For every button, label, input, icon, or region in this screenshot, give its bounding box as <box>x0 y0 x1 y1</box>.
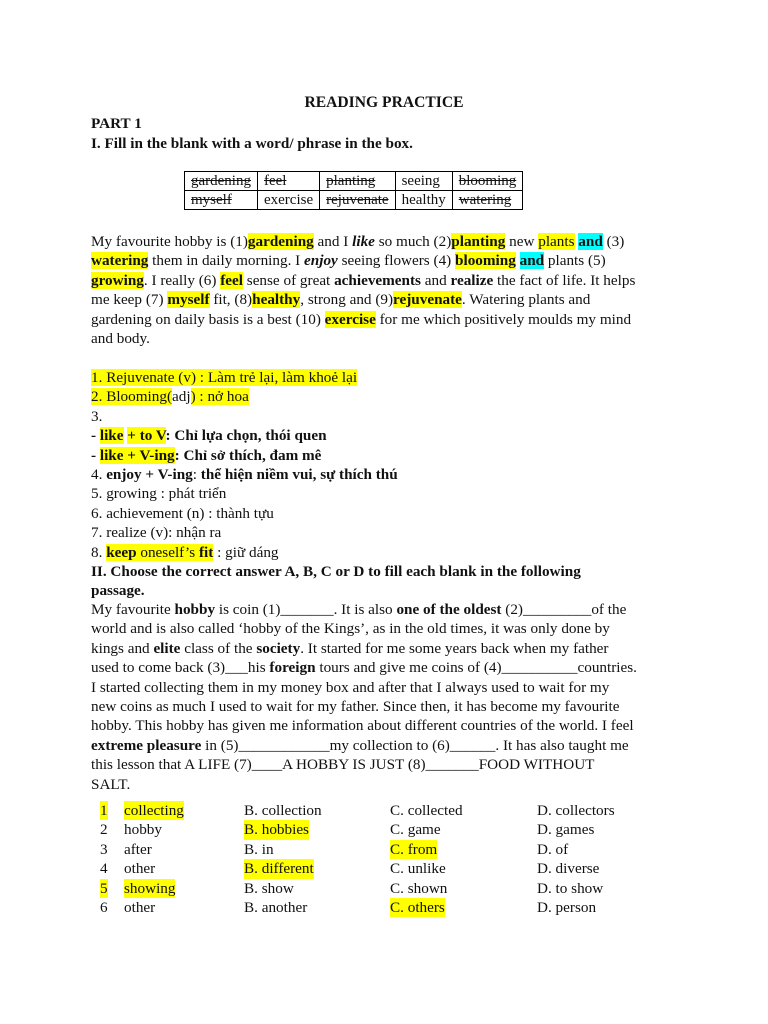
option-d: D. of <box>537 840 569 858</box>
option-c: C. shown <box>390 879 448 897</box>
passage1-line: growing. I really (6) feel sense of great achievements and realize the fact of life. It helps <box>91 271 636 289</box>
passage2 <box>91 600 691 794</box>
option-c: C. game <box>390 821 441 839</box>
answer-myself: myself <box>167 291 210 309</box>
passage2-line: My favourite hobby is coin (1)_______. It is also one of the oldest (2)_________of the <box>91 601 627 618</box>
answer-healthy: healthy <box>252 291 301 309</box>
option-b: B. collection <box>244 802 322 819</box>
vocab-item: 8. keep oneself’s fit : giữ dáng <box>91 543 279 561</box>
word-box-row <box>185 191 523 210</box>
option-b: B. hobbies <box>244 821 309 839</box>
passage2-line: used to come back (3)___his foreign tours and give me coins of (4)__________countries. <box>91 659 637 677</box>
option-c: C. collected <box>390 802 463 819</box>
vocab-item: 3. <box>91 407 103 425</box>
passage2-line: world and is also called ‘hobby of the Kings’, as in the old times, it was only done by <box>91 620 610 638</box>
word-box-cell: watering <box>452 191 523 210</box>
part-heading: PART 1 <box>91 115 142 132</box>
option-a: collecting <box>124 802 184 819</box>
answer-growing: growing <box>91 271 144 289</box>
vocab-item: - like + V-ing: Chỉ sở thích, đam mê <box>91 446 322 464</box>
passage2-line: I started collecting them in my money box and after that I always used to wait for my <box>91 678 610 696</box>
answer-exercise: exercise <box>324 310 376 328</box>
option-a: hobby <box>124 821 162 839</box>
passage2-line: new coins as much I used to wait for my father. Since then, it has become my favourite <box>91 698 620 716</box>
passage1-line: me keep (7) myself fit, (8)healthy, strong and (9)rejuvenate. Watering plants and <box>91 291 591 309</box>
answer-gardening: gardening <box>247 233 314 250</box>
passage2-line: kings and elite class of the society. It started for me some years back when my father <box>91 639 609 657</box>
passage2-line: extreme pleasure in (5)____________my collection to (6)______. It has also taught me <box>91 736 629 754</box>
option-c: C. others <box>390 898 445 916</box>
section1-heading: I. Fill in the blank with a word/ phrase in the box. <box>91 135 413 152</box>
option-d: D. diverse <box>537 860 600 878</box>
vocab-item: 6. achievement (n) : thành tựu <box>91 504 274 522</box>
passage2-line: SALT. <box>91 775 131 793</box>
option-number: 2 <box>100 821 108 839</box>
option-number: 3 <box>100 840 108 858</box>
option-a: other <box>124 860 156 878</box>
passage1-line: gardening on daily basis is a best (10) exercise for me which positively moulds my mind <box>91 310 632 328</box>
option-number: 5 <box>100 879 108 897</box>
passage1-line: My favourite hobby is (1)gardening and I like so much (2)planting new plants and (3) <box>91 233 625 250</box>
vocab-item: 4. enjoy + V-ing: thể hiện niềm vui, sự thích thú <box>91 466 398 484</box>
passage2-line: this lesson that A LIFE (7)____A HOBBY IS JUST (8)_______FOOD WITHOUT <box>91 756 595 774</box>
passage1-line: watering them in daily morning. I enjoy seeing flowers (4) blooming and plants (5) <box>91 252 606 270</box>
word-box-cell: myself <box>185 191 258 210</box>
passage2-line: hobby. This hobby has given me information about different countries of the world. I feel <box>91 717 634 735</box>
passage1-line: and body. <box>91 330 150 348</box>
option-b: B. show <box>244 879 294 897</box>
option-d: D. to show <box>537 879 604 897</box>
vocab-notes <box>91 368 681 562</box>
word-box-table <box>184 171 523 210</box>
answer-rejuvenate: rejuvenate <box>393 291 462 309</box>
word-box-cell: healthy <box>395 191 452 210</box>
vocab-item: - like + to V: Chỉ lựa chọn, thói quen <box>91 427 327 445</box>
word-box-cell: exercise <box>257 191 319 210</box>
vocab-item: 1. Rejuvenate (v) : Làm trẻ lại, làm khoẻ lại <box>91 369 358 386</box>
option-c: C. from <box>390 840 438 858</box>
word-box-cell: rejuvenate <box>320 191 395 210</box>
answer-feel: feel <box>220 271 243 289</box>
option-a: other <box>124 898 156 916</box>
option-c: C. unlike <box>390 860 446 878</box>
option-a: showing <box>124 879 176 897</box>
option-d: D. collectors <box>537 802 615 819</box>
word-box-cell: planting <box>320 172 395 191</box>
passage1 <box>91 232 681 348</box>
word-box-row <box>185 172 523 191</box>
vocab-item: 7. realize (v): nhận ra <box>91 524 222 542</box>
vocab-item: 5. growing : phát triển <box>91 485 227 503</box>
option-b: B. another <box>244 898 308 916</box>
word-box-cell: feel <box>257 172 319 191</box>
vocab-item: 2. Blooming(adj) : nở hoa <box>91 388 249 406</box>
option-b: B. different <box>244 860 314 878</box>
option-a: after <box>124 840 152 858</box>
word-box-cell: seeing <box>395 172 452 191</box>
answer-planting: planting <box>451 233 506 250</box>
answer-blooming: blooming <box>455 252 516 270</box>
word-box-cell: gardening <box>185 172 258 191</box>
word-box-cell: blooming <box>452 172 523 191</box>
page-title: READING PRACTICE <box>304 94 464 111</box>
answer-watering: watering <box>91 252 149 270</box>
option-number: 4 <box>100 860 108 878</box>
option-b: B. in <box>244 840 274 858</box>
option-number: 1 <box>100 802 108 819</box>
option-d: D. games <box>537 821 595 839</box>
section2-heading: II. Choose the correct answer A, B, C or D to fill each blank in the following passage. <box>91 563 581 600</box>
option-number: 6 <box>100 898 108 916</box>
option-d: D. person <box>537 898 597 916</box>
